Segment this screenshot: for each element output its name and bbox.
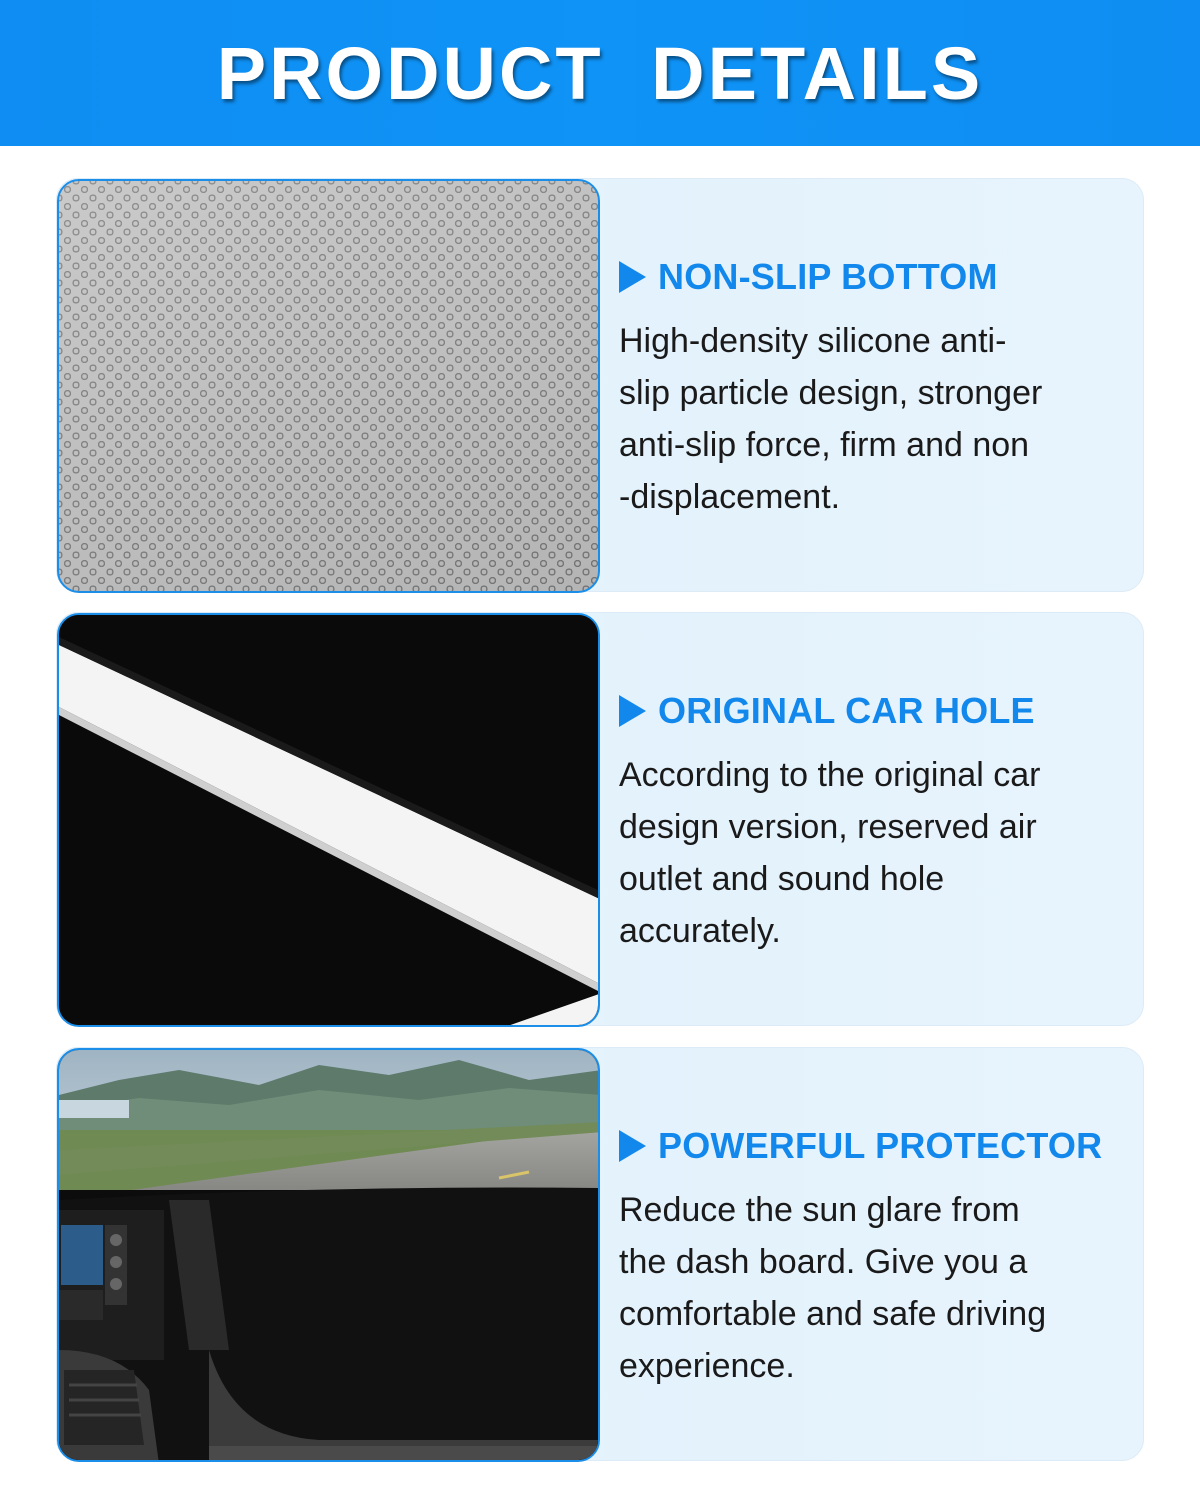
header-banner [0, 0, 1200, 146]
page-title: PRODUCT DETAILS [216, 31, 984, 115]
feature-text [619, 257, 1119, 523]
feature-title-row [619, 257, 1119, 297]
feature-text [619, 691, 1119, 957]
feature-card-protector [56, 1047, 1144, 1461]
play-arrow-icon [619, 1130, 646, 1162]
feature-title-row [619, 1126, 1119, 1166]
feature-description: According to the original car design version, reserved air outlet and sound hole accurately. [619, 756, 1041, 950]
play-arrow-icon [619, 261, 646, 293]
feature-card-car-hole [56, 612, 1144, 1026]
feature-description: Reduce the sun glare from the dash board. Give you a comfortable and safe driving experience. [619, 1191, 1047, 1385]
car-hole-edge-photo [57, 613, 600, 1027]
non-slip-fabric-photo [57, 179, 600, 593]
feature-title: NON-SLIP BOTTOM [658, 256, 998, 297]
feature-title: ORIGINAL CAR HOLE [658, 690, 1035, 731]
play-arrow-icon [619, 695, 646, 727]
feature-title-row [619, 691, 1119, 731]
feature-text [619, 1126, 1119, 1392]
edge-stripe-graphic [59, 615, 600, 1027]
dashboard-scene-graphic [59, 1050, 600, 1462]
feature-description: High-density silicone anti- slip particle design, stronger anti-slip force, firm and non -displacement. [619, 322, 1043, 516]
feature-card-non-slip [56, 178, 1144, 592]
dashboard-road-photo [57, 1048, 600, 1462]
feature-title: POWERFUL PROTECTOR [658, 1125, 1103, 1166]
